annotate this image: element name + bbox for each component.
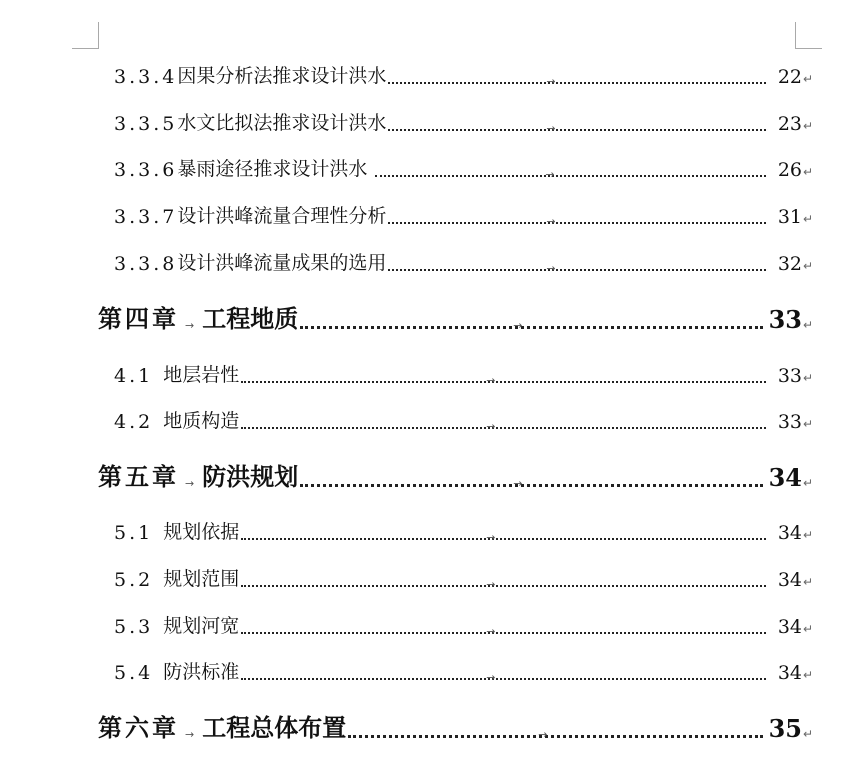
toc-entry-page: 34	[777, 522, 802, 544]
tab-arrow-icon: →	[486, 420, 496, 433]
page-corner-mark-top-left	[72, 22, 99, 49]
toc-chapter-6[interactable]	[0, 709, 859, 743]
toc-entry-number: 3.3.8	[114, 253, 178, 275]
toc-entry-page: 32	[777, 253, 802, 275]
dot-leader	[241, 659, 766, 684]
toc-entry-number: 5.4	[114, 662, 154, 684]
toc-chapter-number: 第六章	[98, 713, 179, 742]
toc-entry-title: 规划范围	[163, 568, 240, 590]
tab-arrow-icon: →	[546, 122, 556, 135]
paragraph-mark-icon: ↵	[803, 212, 814, 226]
toc-entry-title: 因果分析法推求设计洪水	[177, 65, 387, 87]
toc-entry-page: 26	[777, 159, 802, 181]
tab-arrow-icon: →	[546, 262, 556, 275]
toc-entry-number: 3.3.4	[114, 66, 178, 88]
toc-chapter-4[interactable]	[0, 300, 859, 334]
toc-entry-title: 规划河宽	[163, 615, 240, 637]
dot-leader	[241, 566, 766, 591]
tab-arrow-icon: →	[486, 578, 496, 591]
toc-entry-page: 23	[777, 113, 802, 135]
toc-entry-page: 31	[777, 206, 802, 228]
toc-entry-page: 33	[777, 411, 802, 433]
paragraph-mark-icon: ↵	[803, 259, 814, 273]
toc-entry-3-3-7[interactable]	[0, 200, 859, 228]
toc-entry-title: 暴雨途径推求设计洪水	[177, 158, 368, 180]
toc-entry-number: 3.3.6	[114, 159, 178, 181]
toc-chapter-number: 第五章	[98, 462, 179, 491]
dot-leader	[241, 362, 766, 387]
toc-entry-page: 33	[777, 365, 802, 387]
toc-entry-5-4[interactable]	[0, 656, 859, 684]
paragraph-mark-icon: ↵	[803, 72, 814, 86]
toc-entry-3-3-6[interactable]	[0, 153, 859, 181]
paragraph-mark-icon: ↵	[803, 476, 814, 490]
dot-leader	[388, 203, 766, 228]
toc-entry-3-3-4[interactable]	[0, 60, 859, 88]
toc-entry-page: 34	[777, 616, 802, 638]
toc-chapter-5[interactable]	[0, 458, 859, 492]
tab-arrow-icon: →	[486, 374, 496, 387]
toc-chapter-title: 工程总体布置	[202, 713, 347, 742]
toc-entry-number: 5.1	[114, 522, 154, 544]
tab-arrow-icon: →	[486, 625, 496, 638]
toc-entry-page: 34	[777, 662, 802, 684]
toc-entry-title: 地质构造	[163, 410, 240, 432]
tab-arrow-icon: →	[545, 168, 555, 181]
dot-leader	[300, 460, 762, 490]
toc-entry-title: 规划依据	[163, 521, 240, 543]
toc-chapter-page: 35	[768, 714, 802, 743]
paragraph-mark-icon: ↵	[803, 371, 814, 385]
dot-leader	[375, 156, 766, 181]
tab-arrow-icon: →	[185, 728, 195, 741]
dot-leader	[348, 711, 762, 741]
paragraph-mark-icon: ↵	[803, 727, 814, 741]
tab-arrow-icon: →	[486, 671, 496, 684]
toc-entry-3-3-8[interactable]	[0, 247, 859, 275]
toc-chapter-title: 防洪规划	[202, 462, 299, 491]
toc-entry-number: 5.3	[114, 616, 154, 638]
toc-entry-4-1[interactable]	[0, 359, 859, 387]
dot-leader	[241, 519, 766, 544]
paragraph-mark-icon: ↵	[803, 417, 814, 431]
toc-entry-number: 4.2	[114, 411, 154, 433]
dot-leader	[241, 613, 766, 638]
toc-entry-5-3[interactable]	[0, 610, 859, 638]
toc-chapter-title: 工程地质	[202, 304, 299, 333]
toc-chapter-page: 33	[768, 305, 802, 334]
tab-arrow-icon: →	[513, 477, 523, 490]
paragraph-mark-icon: ↵	[803, 318, 814, 332]
paragraph-mark-icon: ↵	[803, 575, 814, 589]
toc-chapter-number: 第四章	[98, 304, 179, 333]
dot-leader	[388, 63, 766, 88]
tab-arrow-icon: →	[546, 215, 556, 228]
toc-entry-5-1[interactable]	[0, 516, 859, 544]
toc-entry-page: 34	[777, 569, 802, 591]
toc-entry-page: 22	[777, 66, 802, 88]
tab-arrow-icon: →	[546, 75, 556, 88]
toc-entry-3-3-5[interactable]	[0, 107, 859, 135]
toc-entry-5-2[interactable]	[0, 563, 859, 591]
toc-entry-title: 设计洪峰流量合理性分析	[177, 205, 387, 227]
paragraph-mark-icon: ↵	[803, 622, 814, 636]
toc-entry-4-2[interactable]	[0, 405, 859, 433]
toc-entry-title: 水文比拟法推求设计洪水	[177, 112, 387, 134]
toc-entry-number: 3.3.5	[114, 113, 178, 135]
toc-entry-number: 5.2	[114, 569, 154, 591]
tab-arrow-icon: →	[185, 477, 195, 490]
paragraph-mark-icon: ↵	[803, 668, 814, 682]
toc-entry-title: 设计洪峰流量成果的选用	[177, 252, 387, 274]
paragraph-mark-icon: ↵	[803, 528, 814, 542]
dot-leader	[388, 110, 766, 135]
dot-leader	[388, 250, 766, 275]
dot-leader	[241, 408, 766, 433]
tab-arrow-icon: →	[486, 531, 496, 544]
dot-leader	[300, 302, 762, 332]
toc-entry-number: 3.3.7	[114, 206, 178, 228]
toc-chapter-page: 34	[768, 463, 802, 492]
paragraph-mark-icon: ↵	[803, 119, 814, 133]
toc-entry-number: 4.1	[114, 365, 154, 387]
tab-arrow-icon: →	[538, 728, 548, 741]
toc-entry-title: 防洪标准	[163, 661, 240, 683]
toc-entry-title: 地层岩性	[163, 364, 240, 386]
tab-arrow-icon: →	[185, 319, 195, 332]
page-corner-mark-top-right	[795, 22, 822, 49]
tab-arrow-icon: →	[513, 319, 523, 332]
paragraph-mark-icon: ↵	[803, 165, 814, 179]
